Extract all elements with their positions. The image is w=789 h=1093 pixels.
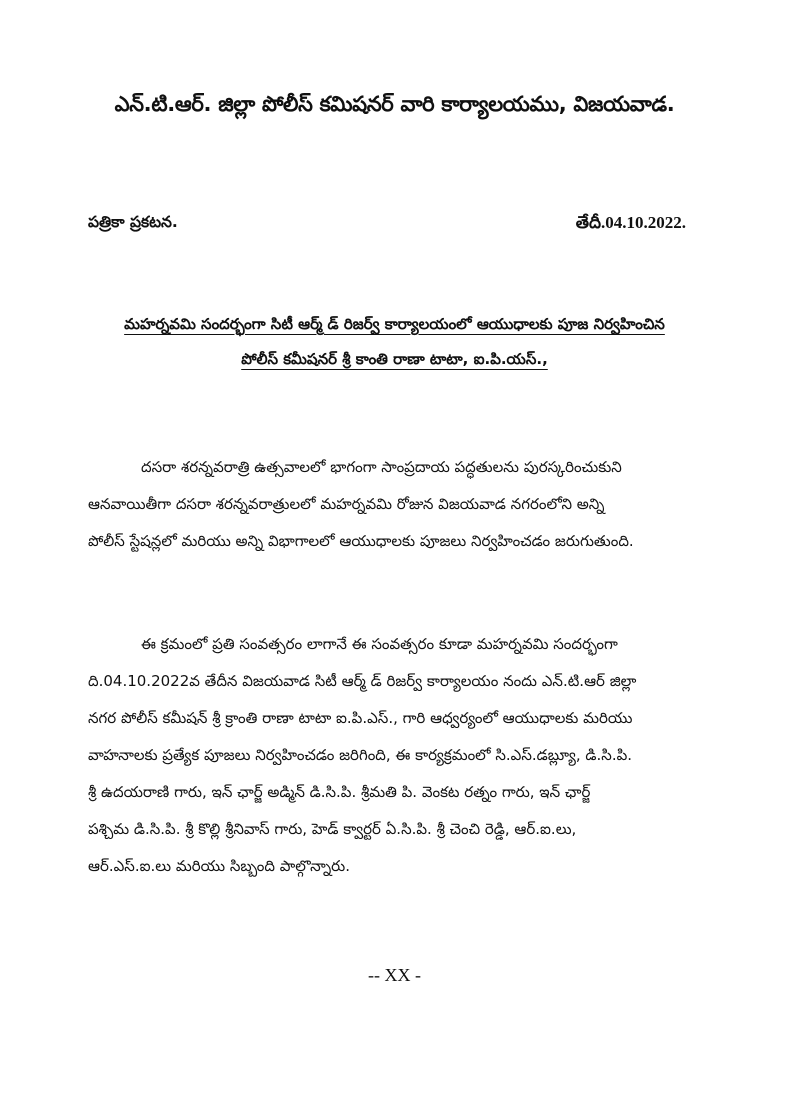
subheading-line-2: పోలీస్ కమీషనర్ శ్రీ కాంతి రాణా టాటా, ఐ.పి.యస్., [241,350,548,368]
meta-row [88,213,686,237]
paragraph-line: ఆనవాయితీగా దసరా శరన్నవరాత్రులలో మహర్నవమి రోజున విజయవాడ నగరంలోని అన్ని [88,495,605,513]
paragraph-line: ది.04.10.2022వ తేదీన విజయవాడ సిటీ ఆర్మ్ డ్ రిజర్వ్ కార్యాలయం నందు ఎన్.టి.ఆర్ జిల్లా [88,672,637,690]
paragraph-line: నగర పోలీస్ కమీషన్ శ్రీ క్రాంతి రాణా టాటా ఐ.పి.ఎస్., గారి ఆధ్వర్యంలో ఆయుధాలకు మరియు [88,709,633,727]
paragraph-line: పశ్చిమ డి.సి.పి. శ్రీ కొల్లి శ్రీనివాస్ గారు, హెడ్ క్వార్టర్ ఏ.సి.పి. శ్రీ చెంచి రెడ్డి, ఆర్.ఐ.లు, [88,820,577,838]
paragraph-line: పోలీస్ స్టేషన్లలో మరియు అన్ని విభాగాలలో ఆయుధాలకు పూజలు నిర్వహించడం జరుగుతుంది. [88,532,634,550]
paragraph-line: దసరా శరన్నవరాత్రి ఉత్సవాలలో భాగంగా సాంప్రదాయ పద్ధతులను పురస్కరించుకుని [141,458,622,476]
subheading-line-1: మహర్నవమి సందర్భంగా సిటీ ఆర్మ్ డ్ రిజర్వ్ కార్యాలయంలో ఆయుధాలకు పూజ నిర్వహించిన [124,315,665,333]
paragraph-line: శ్రీ ఉదయరాణి గారు, ఇన్ ఛార్జ్ అడ్మిన్ డి.సి.పి. శ్రీమతి పి. వెంకట రత్నం గారు, ఇన్ ఛార్జ్ [88,783,591,801]
paragraph-2 [88,626,700,885]
paragraph-line: ఈ క్రమంలో ప్రతి సంవత్సరం లాగానే ఈ సంవత్సరం కూడా మహర్నవమి సందర్భంగా [141,635,618,653]
release-date: తేదీ.04.10.2022. [575,213,686,232]
paragraph-1 [88,449,700,560]
end-mark: -- XX - [368,965,421,985]
office-heading: ఎన్.టి.ఆర్. జిల్లా పోలీస్ కమిషనర్ వారి కార్యాలయము, విజయవాడ. [114,92,675,116]
press-release-label: పత్రికా ప్రకటన. [88,213,178,231]
paragraph-line: వాహనాలకు ప్రత్యేక పూజలు నిర్వహించడం జరిగింది, ఈ కార్యక్రమంలో సి.ఎస్.డబ్ల్యూ, డి.సి.పి. [88,746,633,764]
paragraph-line: ఆర్.ఎస్.ఐ.లు మరియు సిబ్బంది పాల్గొన్నారు. [88,857,350,875]
